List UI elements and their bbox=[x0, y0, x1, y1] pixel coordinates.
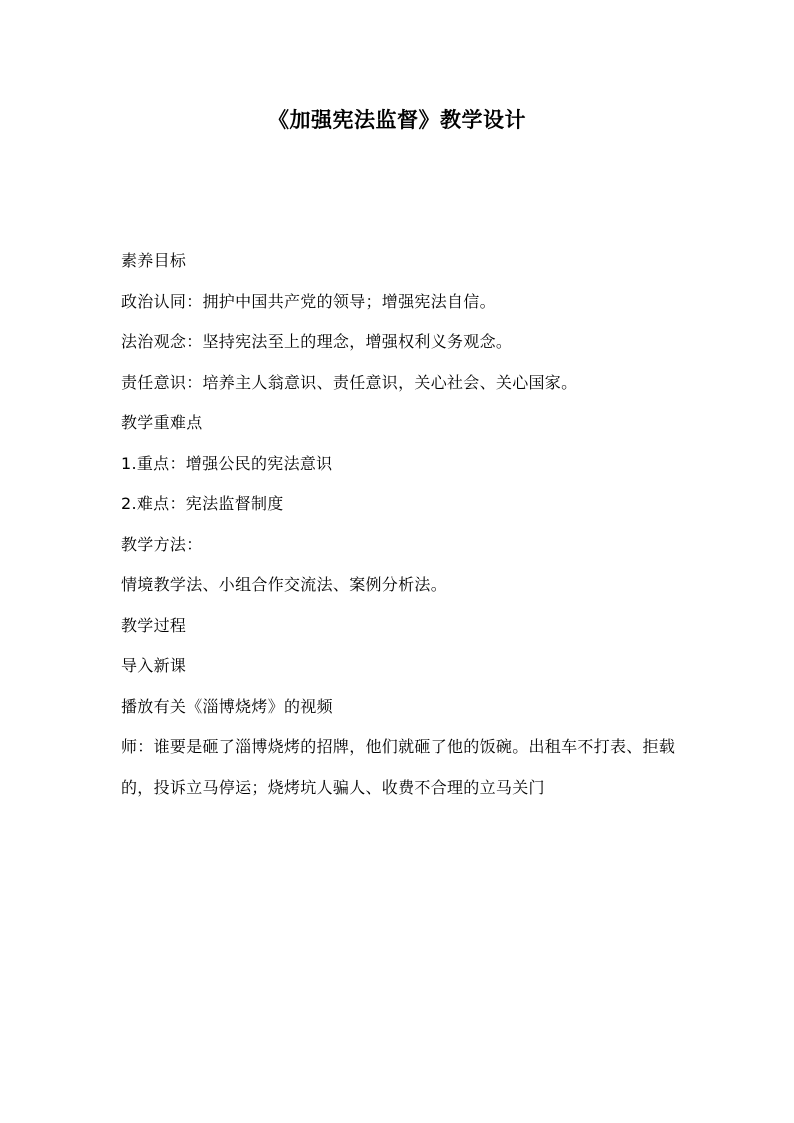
video-instruction: 播放有关《淄博烧烤》的视频 bbox=[121, 696, 333, 716]
key-point: 1.重点：增强公民的宪法意识 bbox=[121, 453, 333, 473]
teaching-methods-text: 情境教学法、小组合作交流法、案例分析法。 bbox=[121, 575, 448, 594]
section-heading-key-difficult-points: 教学重难点 bbox=[121, 413, 203, 432]
goal-political-identity: 政治认同：拥护中国共产党的领导；增强宪法自信。 bbox=[121, 291, 496, 311]
goal-responsibility: 责任意识：培养主人翁意识、责任意识，关心社会、关心国家。 bbox=[121, 372, 578, 392]
teacher-paragraph: 师：谁要是砸了淄博烧烤的招牌，他们就砸了他的饭碗。出租车不打表、拒载的，投诉立马停运；烧烤坑人骗人、收费不合理的立马关门 bbox=[121, 737, 676, 797]
document-body bbox=[121, 241, 681, 808]
section-heading-teaching-process: 教学过程 bbox=[121, 615, 187, 635]
section-heading-teaching-methods: 教学方法： bbox=[121, 534, 203, 554]
document-title: 《加强宪法监督》教学设计 bbox=[268, 108, 526, 132]
subheading-introduction: 导入新课 bbox=[121, 656, 187, 675]
section-heading-literacy-goals: 素养目标 bbox=[121, 251, 187, 270]
difficult-point: 2.难点：宪法监督制度 bbox=[121, 494, 284, 513]
goal-rule-of-law: 法治观念：坚持宪法至上的理念，增强权利义务观念。 bbox=[121, 332, 513, 351]
